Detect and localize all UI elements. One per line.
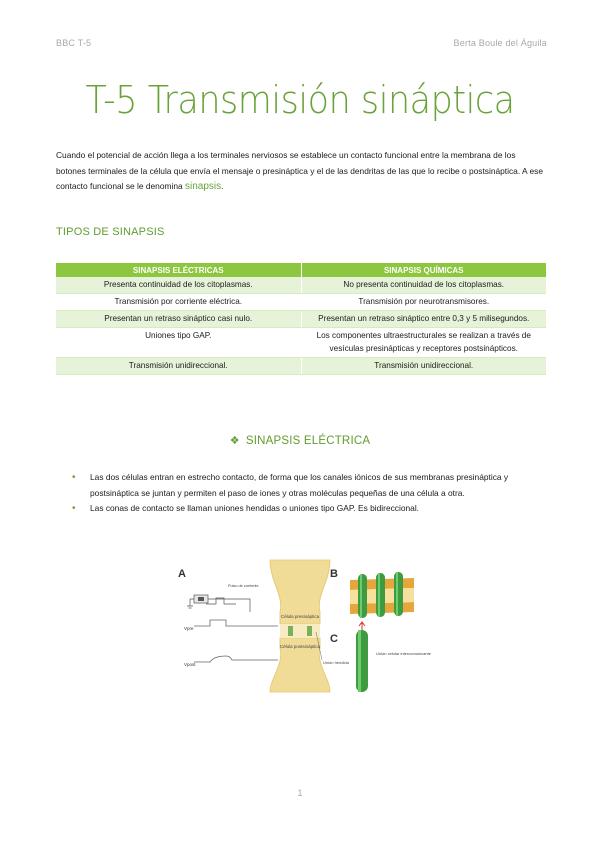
junction-label: Unión hendida xyxy=(323,660,349,665)
table-cell: Uniones tipo GAP. xyxy=(56,328,301,358)
page-title: T-5 Transmisión sináptica xyxy=(85,78,515,122)
list-item-text: Las conas de contacto se llaman uniones hendidas o uniones tipo GAP. Es bidireccional. xyxy=(90,503,420,513)
table-header-row xyxy=(56,263,546,277)
membrane-channels-illustration xyxy=(350,572,414,618)
gap-junction-channel xyxy=(288,626,293,636)
section-heading-electric xyxy=(0,434,600,447)
header-right: Berta Boule del Águila xyxy=(453,38,547,48)
vpre-trace xyxy=(194,620,278,626)
table-header-electric: SINAPSIS ELÉCTRICAS xyxy=(56,263,301,277)
section-heading-electric-text: SINAPSIS ELÉCTRICA xyxy=(245,435,371,447)
presynaptic-cell-label: Célula presináptica xyxy=(280,614,320,619)
pulse-label: Pulso de corriente xyxy=(228,584,259,588)
vpost-trace xyxy=(194,656,278,662)
gap-junction-channel xyxy=(307,626,312,636)
list-item xyxy=(72,501,542,517)
section-heading-types: TIPOS DE SINAPSIS xyxy=(56,226,165,238)
table-cell: Transmisión unidireccional. xyxy=(301,358,546,375)
bullet-dot-icon: • xyxy=(72,503,76,514)
list-item-text: Las dos células entran en estrecho contacto, de forma que los canales iónicos de sus membranas presináptica y postsináptica se juntan y permiten el paso de iones y otras moléculas pequeñas de una célula a otra. xyxy=(90,472,509,498)
table-row xyxy=(56,358,546,375)
table-row xyxy=(56,311,546,328)
postsynaptic-cell-label: Célula postsináptica xyxy=(279,644,321,649)
connexon-label: Unión celular intercomunicante xyxy=(376,651,431,656)
bullet-list xyxy=(72,470,542,517)
synaptic-cleft xyxy=(280,624,320,638)
table-cell: Los componentes ultraestructurales se realizan a través de vesículas presinápticas y receptores postsinápticos. xyxy=(301,328,546,358)
list-item xyxy=(72,470,542,501)
diamond-bullet-icon: ❖ xyxy=(229,435,240,447)
table-row xyxy=(56,277,546,294)
table-row xyxy=(56,328,546,358)
figure-label-a: A xyxy=(178,568,186,580)
intro-text: Cuando el potencial de acción llega a los terminales nerviosos se establece un contacto funcional entre la membrana de los botones terminales de la célula que envía el mensaje o presináptica y el de las dendritas de las que lo recibe o postsináptica. A ese contacto funcional se le denomina xyxy=(56,150,543,191)
vpost-label: Vpost xyxy=(184,662,196,667)
table-cell: Transmisión unidireccional. xyxy=(56,358,301,375)
stimulator-icon xyxy=(187,595,250,612)
table-cell: Transmisión por corriente eléctrica. xyxy=(56,294,301,311)
vpre-label: Vpre xyxy=(184,626,194,631)
table-cell: No presenta continuidad de los citoplasmas. xyxy=(301,277,546,294)
intro-end: . xyxy=(221,181,224,191)
figure-label-c: C xyxy=(330,633,338,645)
synapse-types-table xyxy=(56,263,546,375)
table-cell: Transmisión por neurotransmisores. xyxy=(301,294,546,311)
connexon-illustration xyxy=(356,622,368,692)
table-header-chemical: SINAPSIS QUÍMICAS xyxy=(301,263,546,277)
intro-term: sinapsis xyxy=(184,181,222,192)
page-number: 1 xyxy=(297,788,303,798)
figure-label-b: B xyxy=(330,568,338,580)
intro-paragraph xyxy=(56,148,546,195)
table-cell: Presentan un retraso sináptico casi nulo. xyxy=(56,311,301,328)
table-cell: Presentan un retraso sináptico entre 0,3 y 5 milisegundos. xyxy=(301,311,546,328)
table-row xyxy=(56,294,546,311)
table-cell: Presenta continuidad de los citoplasmas. xyxy=(56,277,301,294)
bullet-dot-icon: • xyxy=(72,472,76,483)
electrical-synapse-figure xyxy=(170,560,431,700)
header-left: BBC T-5 xyxy=(56,38,92,48)
